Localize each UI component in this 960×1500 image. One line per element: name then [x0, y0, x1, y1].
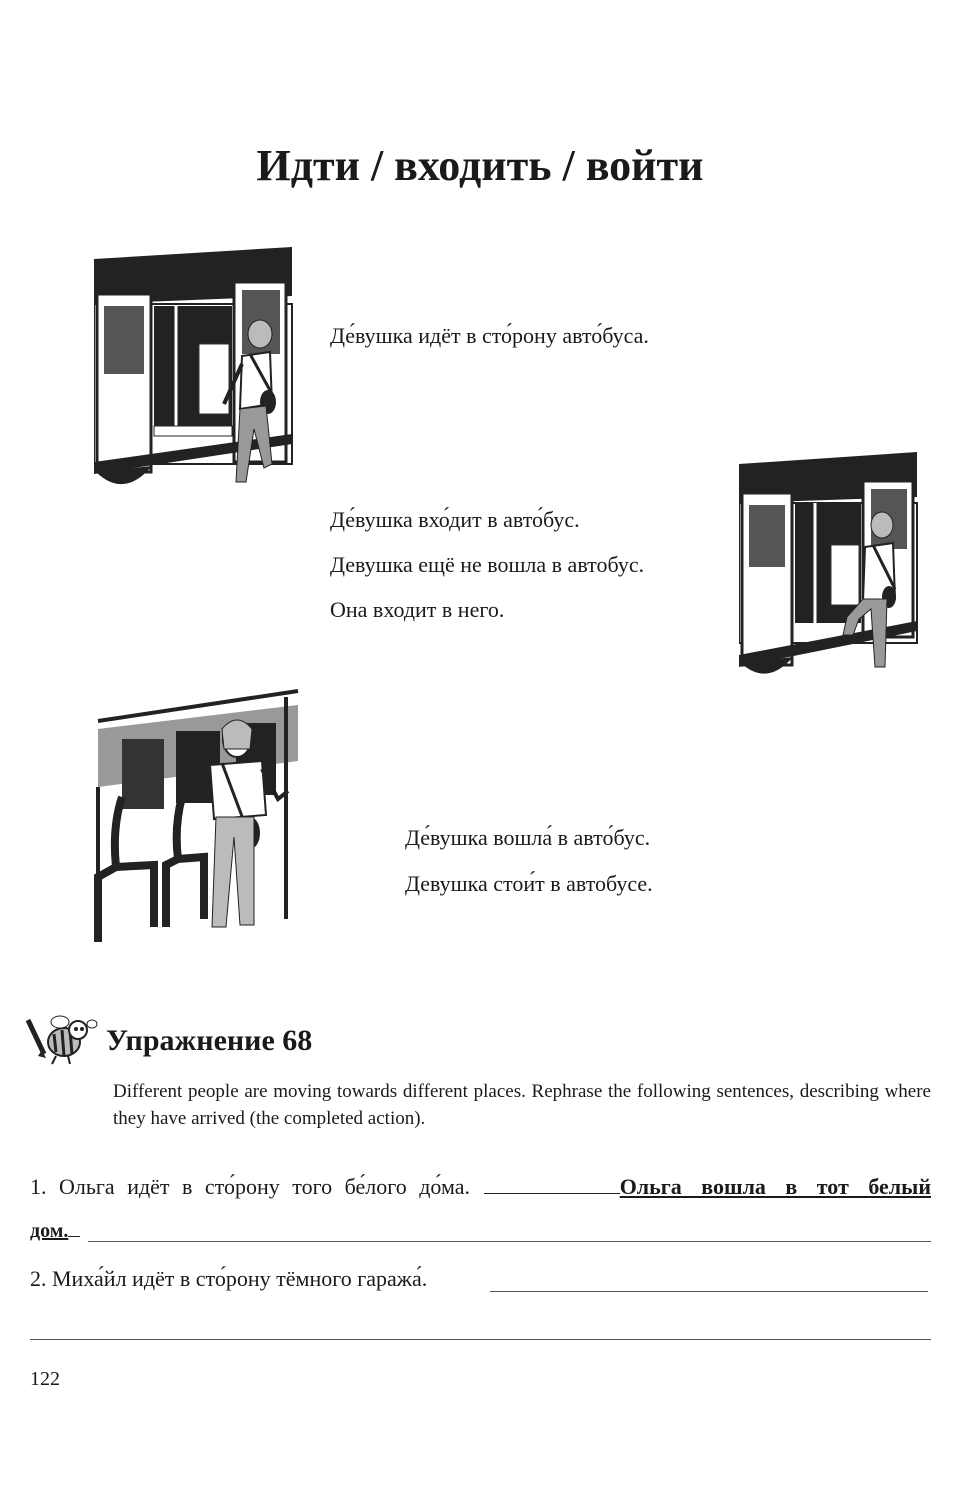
- item-1-answer-line: [88, 1241, 931, 1242]
- illustration-girl-entering-bus: [739, 449, 919, 674]
- scene2-line3: Она входит в него.: [330, 597, 505, 622]
- bee-with-pencil-icon: [22, 1014, 98, 1066]
- item-2-prompt: 2. Миха́йл идёт в сто́рону тёмного гаража́.: [30, 1266, 428, 1291]
- item-1-continuation: [30, 1217, 80, 1243]
- scene2-line2: Девушка ещё не вошла в автобус.: [330, 552, 645, 577]
- item-2-answer-blank: [490, 1291, 928, 1292]
- item-1-prompt: 1. Ольга идёт в сто́рону того бе́лого до́ма.: [30, 1174, 471, 1199]
- scene3-line1: Де́вушка вошла́ в авто́бус.: [405, 825, 651, 850]
- item-1-blank: [484, 1173, 620, 1194]
- item-1-answer-part2: дом.: [30, 1220, 69, 1242]
- item-2-answer-line: [30, 1339, 931, 1340]
- exercise-item-1: [30, 1173, 931, 1200]
- exercise-instructions: Different people are moving towards different places. Rephrase the following sentences, describing where they have arrived (the completed action).: [113, 1081, 931, 1129]
- page-number: 122: [30, 1368, 60, 1390]
- scene3-line2: Девушка стои́т в автобусе.: [405, 871, 653, 896]
- illustration-girl-standing-in-bus: [94, 687, 304, 942]
- illustration-girl-walking-to-bus: [94, 244, 294, 494]
- page-title: Идти / входить / войти: [256, 141, 704, 190]
- scene2-line1: Де́вушка вхо́дит в авто́бус.: [330, 507, 580, 532]
- item-1-answer-part1: Ольга вошла в тот белый: [619, 1174, 931, 1199]
- scene1-line1: Де́вушка идёт в сто́рону авто́буса.: [330, 323, 649, 348]
- exercise-title: Упражнение 68: [106, 1024, 313, 1057]
